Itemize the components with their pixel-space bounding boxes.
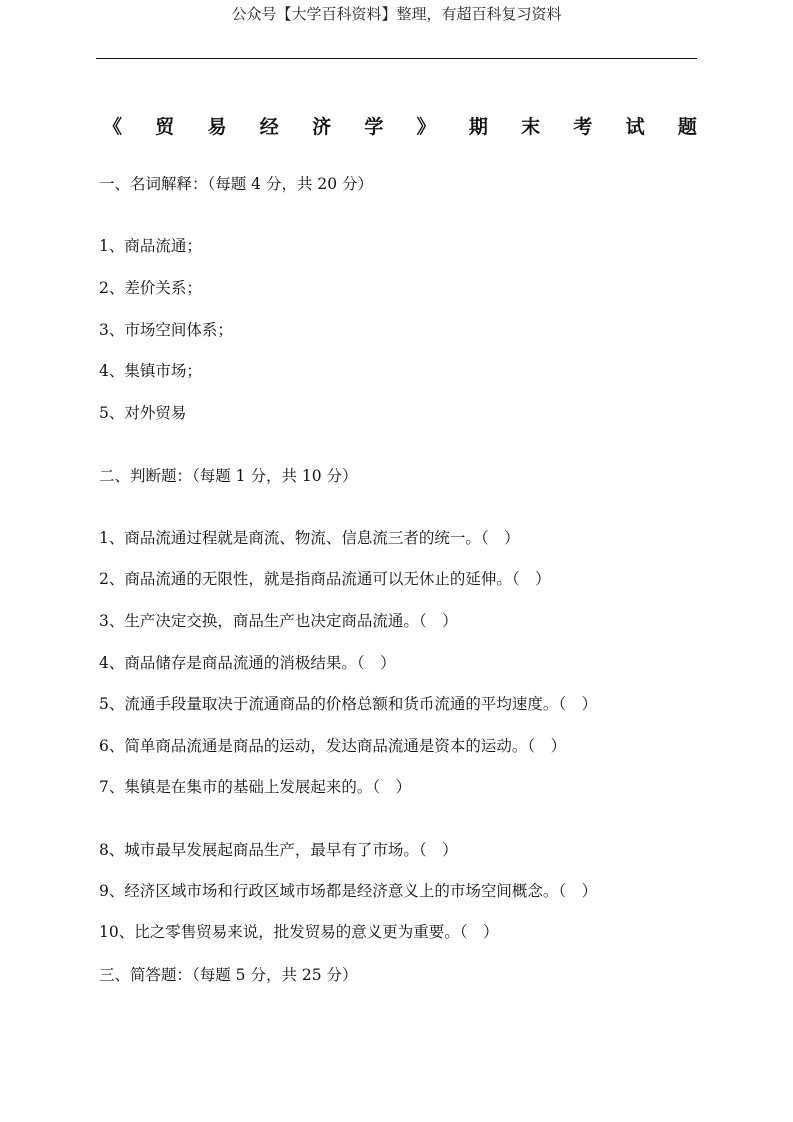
section2-item: 6、简单商品流通是商品的运动，发达商品流通是资本的运动。（ ） xyxy=(99,737,567,755)
section2-item: 3、生产决定交换，商品生产也决定商品流通。（ ） xyxy=(99,612,458,630)
title-char: 贸 xyxy=(155,116,175,138)
section3-heading: 三、简答题：（每题 5 分，共 25 分） xyxy=(99,966,358,984)
title-char: 经 xyxy=(259,116,279,138)
section2-item: 7、集镇是在集市的基础上发展起来的。（ ） xyxy=(99,778,412,796)
section2-item: 1、商品流通过程就是商流、物流、信息流三者的统一。（ ） xyxy=(99,529,520,547)
section1-item: 3、市场空间体系； xyxy=(99,321,233,339)
section2-item: 10、比之零售贸易来说，批发贸易的意义更为重要。（ ） xyxy=(99,923,499,941)
section1-item: 5、对外贸易 xyxy=(99,404,187,422)
title-char: 末 xyxy=(521,116,541,138)
section1-item: 4、集镇市场； xyxy=(99,362,202,380)
section2-item: 9、经济区域市场和行政区域市场都是经济意义上的市场空间概念。（ ） xyxy=(99,882,598,900)
section1-heading: 一、名词解释：（每题 4 分，共 20 分） xyxy=(99,175,374,193)
title-char: 期 xyxy=(468,116,488,138)
page-header: 公众号【大学百科资料】整理，有超百科复习资料 xyxy=(231,5,562,23)
title-char: 学 xyxy=(364,116,384,138)
title-char: 考 xyxy=(573,116,593,138)
title-char: 》 xyxy=(416,116,436,138)
section1-item: 1、商品流通； xyxy=(99,237,202,255)
title-char: 《 xyxy=(103,116,123,138)
section2-item: 8、城市最早发展起商品生产，最早有了市场。（ ） xyxy=(99,841,458,859)
section2-item: 5、流通手段量取决于流通商品的价格总额和货币流通的平均速度。（ ） xyxy=(99,695,598,713)
document-title xyxy=(103,112,697,139)
title-char: 题 xyxy=(677,116,697,138)
header-rule xyxy=(96,58,697,59)
title-char: 易 xyxy=(207,116,227,138)
title-char: 试 xyxy=(625,116,645,138)
section2-heading: 二、判断题：（每题 1 分，共 10 分） xyxy=(99,467,358,485)
section1-item: 2、差价关系； xyxy=(99,279,202,297)
section2-item: 2、商品流通的无限性，就是指商品流通可以无休止的延伸。（ ） xyxy=(99,570,551,588)
section2-item: 4、商品储存是商品流通的消极结果。（ ） xyxy=(99,654,396,672)
title-char: 济 xyxy=(312,116,332,138)
